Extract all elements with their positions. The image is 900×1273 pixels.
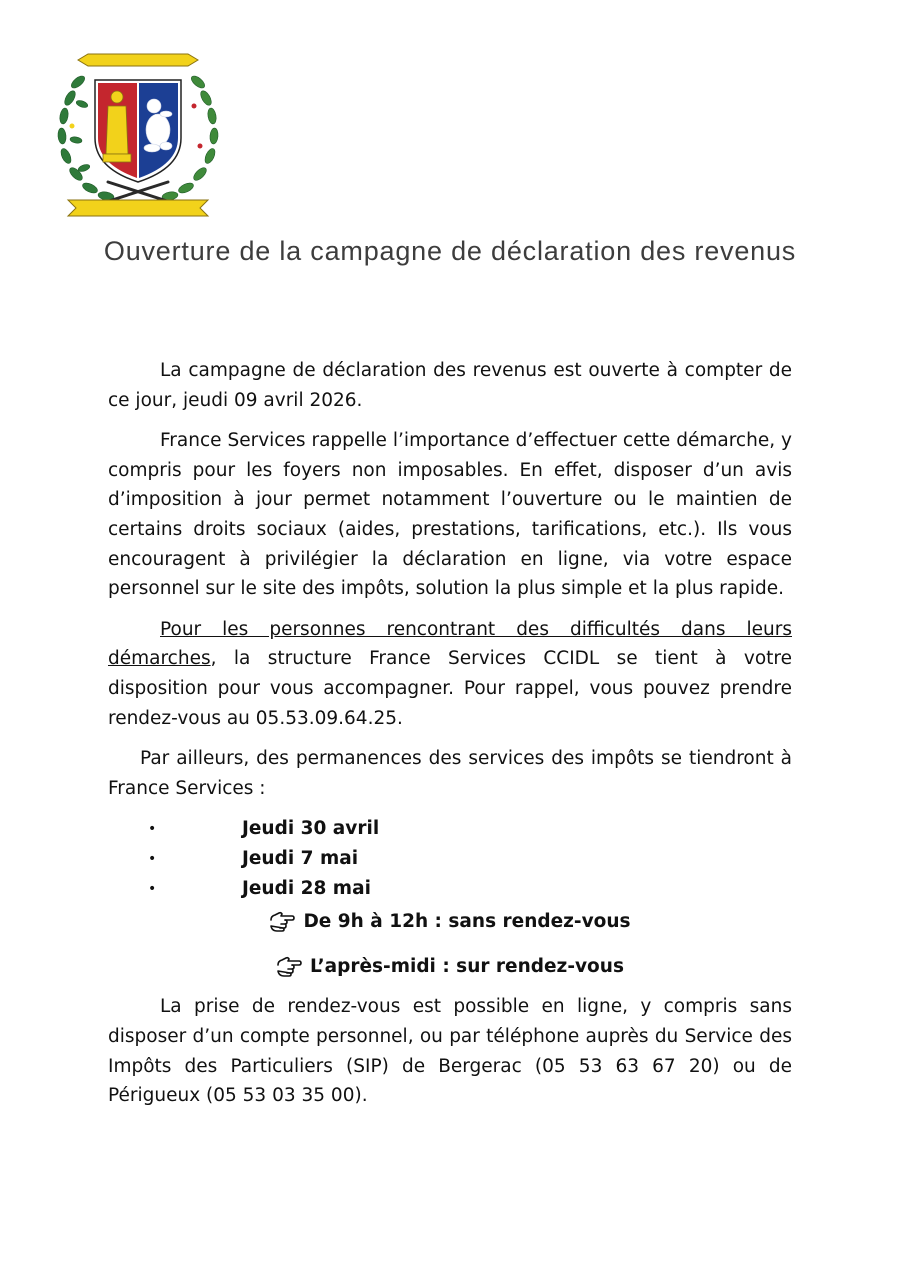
pointing-hand-icon: [269, 910, 295, 932]
hint-morning-text: De 9h à 12h : sans rendez-vous: [303, 911, 631, 933]
coat-of-arms-icon: [48, 42, 228, 222]
list-item: [108, 814, 792, 844]
list-item: [108, 844, 792, 874]
paragraph-appointment: La prise de rendez-vous est possible en ligne, y compris sans disposer d’un compte personnel, ou par téléphone auprès du Service des Impôts des Particuliers (SIP) de Bergerac (05 53 63 67 20) ou de Périgueux (05 53 03 35 00).: [108, 996, 792, 1107]
bullet-icon: •: [148, 851, 157, 868]
date-label: Jeudi 7 mai: [242, 848, 359, 870]
hint-afternoon-text: L’après-midi : sur rendez-vous: [310, 956, 624, 978]
bullet-icon: •: [148, 821, 157, 838]
hint-afternoon: [108, 952, 792, 982]
paragraph-assistance: [108, 615, 792, 733]
date-label: Jeudi 30 avril: [242, 818, 380, 840]
assistance-text: , la structure France Services CCIDL se tient à votre disposition pour vous accompagner. Pour rappel, vous pouvez prendre rendez-vous au 05.53.09.64.25.: [108, 648, 792, 729]
permanence-dates-list: [108, 814, 792, 904]
paragraph-importance: France Services rappelle l’importance d’effectuer cette démarche, y compris pour les foyers non imposables. En effet, disposer d’un avis d’imposition à jour permet notamment l’ouverture ou le maintien de certains droits sociaux (aides, prestations, tarifications, etc.). Ils vous encouragent à privilégier la déclaration en ligne, via votre espace personnel sur le site des impôts, solution la plus simple et la plus rapide.: [108, 430, 792, 600]
coat-of-arms-logo: [48, 42, 228, 222]
pointing-hand-icon: [276, 955, 302, 977]
date-label: Jeudi 28 mai: [242, 878, 371, 900]
hint-morning: [108, 907, 792, 937]
page-title: Ouverture de la campagne de déclaration des revenus: [103, 236, 797, 266]
paragraph-permanences: Par ailleurs, des permanences des services des impôts se tiendront à France Services :: [108, 748, 792, 799]
bullet-icon: •: [148, 881, 157, 898]
list-item: [108, 874, 792, 904]
document-body: [108, 356, 792, 1111]
paragraph-campaign-opening: La campagne de déclaration des revenus est ouverte à compter de ce jour, jeudi 09 avril 2026.: [108, 360, 792, 411]
assistance-underlined-text: Pour les personnes rencontrant des difficultés dans leurs démarches: [108, 618, 792, 670]
